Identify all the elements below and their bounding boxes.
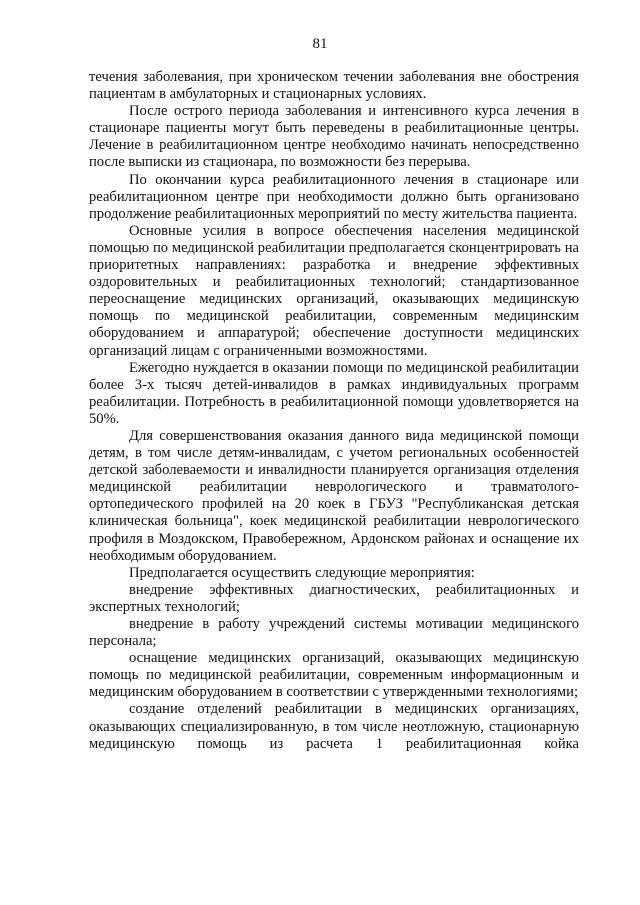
list-item-departments: создание отделений реабилитации в медицинских организациях, оказывающих специализированную, в том числе неотложную, стационарную медицинскую помощь из расчета 1 реабилитационная койка xyxy=(89,701,579,752)
list-item-technologies: внедрение эффективных диагностических, реабилитационных и экспертных технологий; xyxy=(89,581,579,615)
paragraph-measures-intro: Предполагается осуществить следующие мероприятия: xyxy=(129,564,475,581)
paragraph-continuation: течения заболевания, при хроническом течении заболевания вне обострения пациентам в амбулаторных и стационарных условиях. xyxy=(89,69,579,103)
paragraph-main-efforts: Основные усилия в вопросе обеспечения населения медицинской помощью по медицинской реабилитации предполагается сконцентрировать на приоритетных направлениях: разработка и внедрение эффективных оздоровительных и реабилитационных технологий; стандартизованное переоснащение медицинских организаций, оказывающих медицинскую помощь по медицинской реабилитации, современным медицинским оборудованием и аппаратурой; обеспечение доступности медицинских организаций лицам с ограниченными возможностями. xyxy=(89,222,579,359)
list-item-equipment: оснащение медицинских организаций, оказывающих медицинскую помощь по медицинской реабилитации, современным информационным и медицинским оборудованием в соответствии с утвержденными технологиями; xyxy=(89,650,579,701)
list-item-motivation: внедрение в работу учреждений системы мотивации медицинского персонала; xyxy=(89,616,579,650)
paragraph-course-end: По окончании курса реабилитационного лечения в стационаре или реабилитационном центре при необходимости должно быть организовано продолжение реабилитационных мероприятий по месту жительства пациента. xyxy=(89,171,579,222)
paragraph-children-disabled: Ежегодно нуждается в оказании помощи по медицинской реабилитации более 3-х тысяч детей-инвалидов в рамках индивидуальных программ реабилитации. Потребность в реабилитационной помощи удовлетворяется на 50%. xyxy=(89,359,579,427)
paragraph-rehab-centers: После острого периода заболевания и интенсивного курса лечения в стационаре пациенты могут быть переведены в реабилитационные центры. Лечение в реабилитационном центре необходимо начинать непосредственно после выписки из стационара, по возможности без перерыва. xyxy=(89,103,579,171)
paragraph-improvement-plan: Для совершенствования оказания данного вида медицинской помощи детям, в том числе детям-инвалидам, с учетом региональных особенностей детской заболеваемости и инвалидности планируется организация отделения медицинской реабилитации неврологического и травматолого-ортопедического профилей на 20 коек в ГБУЗ "Республиканская детская клиническая больница", коек медицинской реабилитации неврологического профиля в Моздокском, Правобережном, Ардонском районах и оснащение их необходимым оборудованием. xyxy=(89,427,579,564)
page-number: 81 xyxy=(312,36,328,52)
document-body xyxy=(89,69,579,753)
